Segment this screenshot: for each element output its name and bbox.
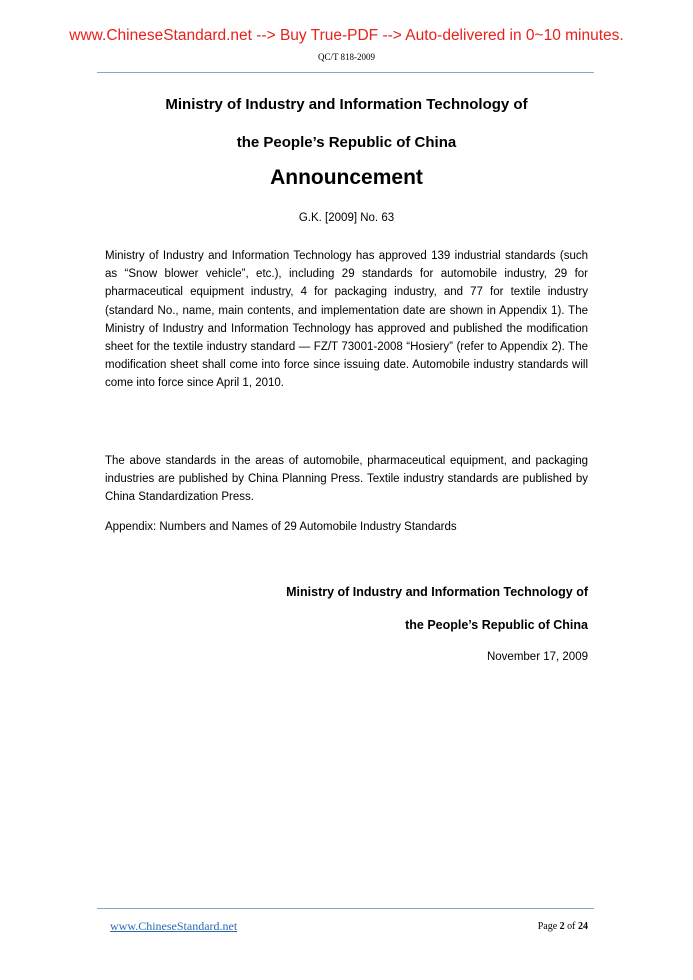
body-paragraph-2: The above standards in the areas of automobile, pharmaceutical equipment, and packaging industries are published by China Planning Press. Textile industry standards are published by China Standardization Press. <box>105 455 588 504</box>
issuer-title-line2: the People’s Republic of China <box>236 134 457 151</box>
page-prefix: Page <box>537 921 558 932</box>
page-total: 24 <box>578 921 588 932</box>
page-of: of <box>567 921 576 932</box>
footer-divider <box>97 908 594 909</box>
signature-date: November 17, 2009 <box>486 651 588 663</box>
page-current: 2 <box>559 921 565 932</box>
body-paragraph-1: Ministry of Industry and Information Technology has approved 139 industrial standards (such as “Snow blower vehicle”, etc.), including 29 standards for automobile industry, 29 for pharmaceutical equipment industry, 4 for packaging industry, and 77 for textile industry (standard No., name, main contents, and implementation date are shown in Appendix 1). The Ministry of Industry and Information Technology has approved and published the modification sheet for the textile industry standard — FZ/T 73001-2008 “Hosiery” (refer to Appendix 2). The modification sheet shall come into force since issuing date. Automobile industry standards will come into force since April 1, 2010. <box>105 250 588 390</box>
signature-line2: the People’s Republic of China <box>405 618 588 632</box>
signature-line1: Ministry of Industry and Information Technology of <box>286 585 588 599</box>
issuer-title-line1: Ministry of Industry and Information Technology of <box>165 96 528 113</box>
appendix-line: Appendix: Numbers and Names of 29 Automobile Industry Standards <box>105 521 457 533</box>
footer-link[interactable]: www.ChineseStandard.net <box>110 919 238 933</box>
page-title: Announcement <box>270 166 423 189</box>
doc-number: QC/T 818-2009 <box>317 52 376 62</box>
announcement-number: G.K. [2009] No. 63 <box>298 212 395 224</box>
header-divider <box>97 72 594 73</box>
promo-banner[interactable]: www.ChineseStandard.net --> Buy True-PDF --> Auto-delivered in 0~10 minutes. <box>69 27 624 44</box>
page-indicator <box>538 921 588 932</box>
